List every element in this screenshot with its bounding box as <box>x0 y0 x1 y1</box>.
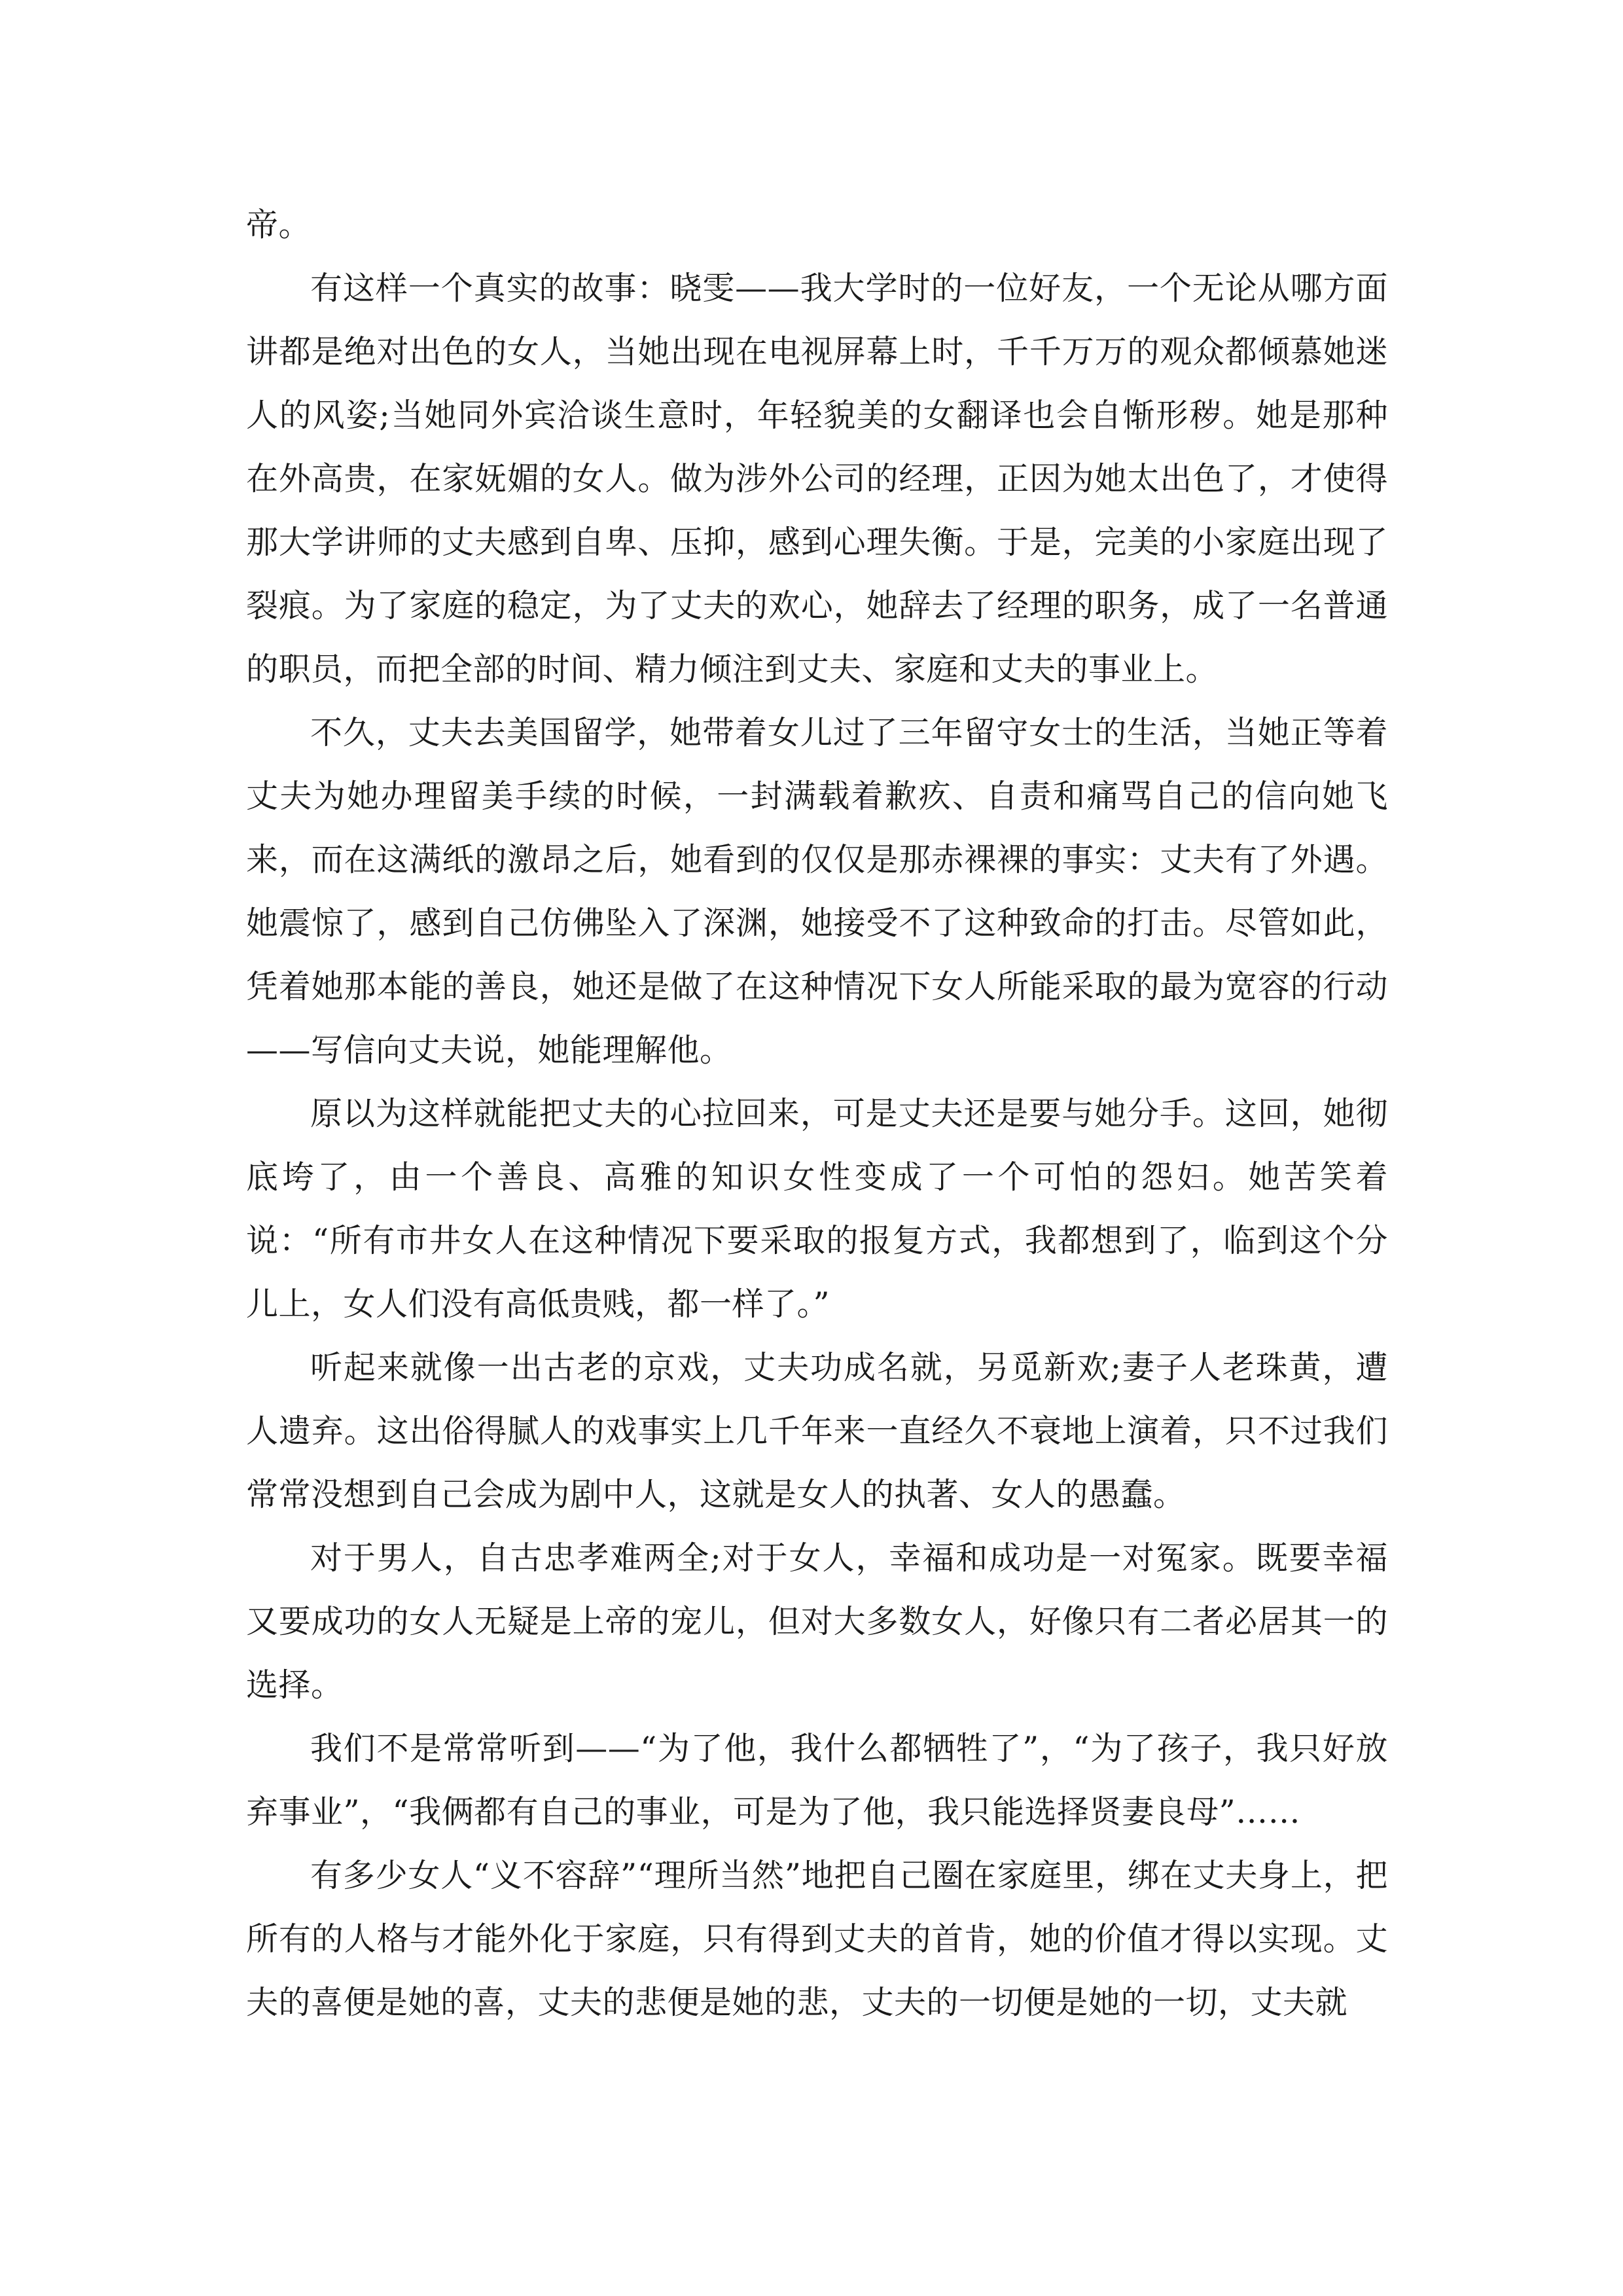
paragraph: 有多少女人“义不容辞”“理所当然”地把自己圈在家庭里，绑在丈夫身上，把所有的人格与才能外化于家庭，只有得到丈夫的首肯，她的价值才得以实现。丈夫的喜便是她的喜，丈夫的悲便是她的悲，丈夫的一切便是她的一切，丈夫就 <box>246 1857 1388 2021</box>
paragraph: 听起来就像一出古老的京戏，丈夫功成名就，另觅新欢;妻子人老珠黄，遭人遗弃。这出俗得腻人的戏事实上几千年来一直经久不衰地上演着，只不过我们常常没想到自己会成为剧中人，这就是女人的执著、女人的愚蠢。 <box>246 1349 1388 1513</box>
paragraph: 不久，丈夫去美国留学，她带着女儿过了三年留守女士的生活，当她正等着丈夫为她办理留美手续的时候，一封满载着歉疚、自责和痛骂自己的信向她飞来，而在这满纸的激昂之后，她看到的仅仅是那赤裸裸的事实：丈夫有了外遇。她震惊了，感到自己仿佛坠入了深渊，她接受不了这种致命的打击。尽管如此，凭着她那本能的善良，她还是做了在这种情况下女人所能采取的最为宽容的行动——写信向丈夫说，她能理解他。 <box>246 714 1388 1069</box>
paragraph: 原以为这样就能把丈夫的心拉回来，可是丈夫还是要与她分手。这回，她彻底垮了，由一个善良、高雅的知识女性变成了一个可怕的怨妇。她苦笑着说：“所有市井女人在这种情况下要采取的报复方式，我都想到了，临到这个分儿上，女人们没有高低贵贱，都一样了。” <box>246 1095 1388 1323</box>
body-text <box>246 193 1388 2034</box>
paragraph: 有这样一个真实的故事：晓雯——我大学时的一位好友，一个无论从哪方面讲都是绝对出色的女人，当她出现在电视屏幕上时，千千万万的观众都倾慕她迷人的风姿;当她同外宾洽谈生意时，年轻貌美的女翻译也会自惭形秽。她是那种在外高贵，在家妩媚的女人。做为涉外公司的经理，正因为她太出色了，才使得那大学讲师的丈夫感到自卑、压抑，感到心理失衡。于是，完美的小家庭出现了裂痕。为了家庭的稳定，为了丈夫的欢心，她辞去了经理的职务，成了一名普通的职员，而把全部的时间、精力倾注到丈夫、家庭和丈夫的事业上。 <box>246 270 1388 688</box>
paragraph: 对于男人，自古忠孝难两全;对于女人，幸福和成功是一对冤家。既要幸福又要成功的女人无疑是上帝的宠儿，但对大多数女人，好像只有二者必居其一的选择。 <box>246 1539 1388 1704</box>
paragraph-continuation: 帝。 <box>246 206 312 243</box>
paragraph: 我们不是常常听到——“为了他，我什么都牺牲了”，“为了孩子，我只好放弃事业”，“我俩都有自己的事业，可是为了他，我只能选择贤妻良母”…… <box>246 1730 1388 1831</box>
